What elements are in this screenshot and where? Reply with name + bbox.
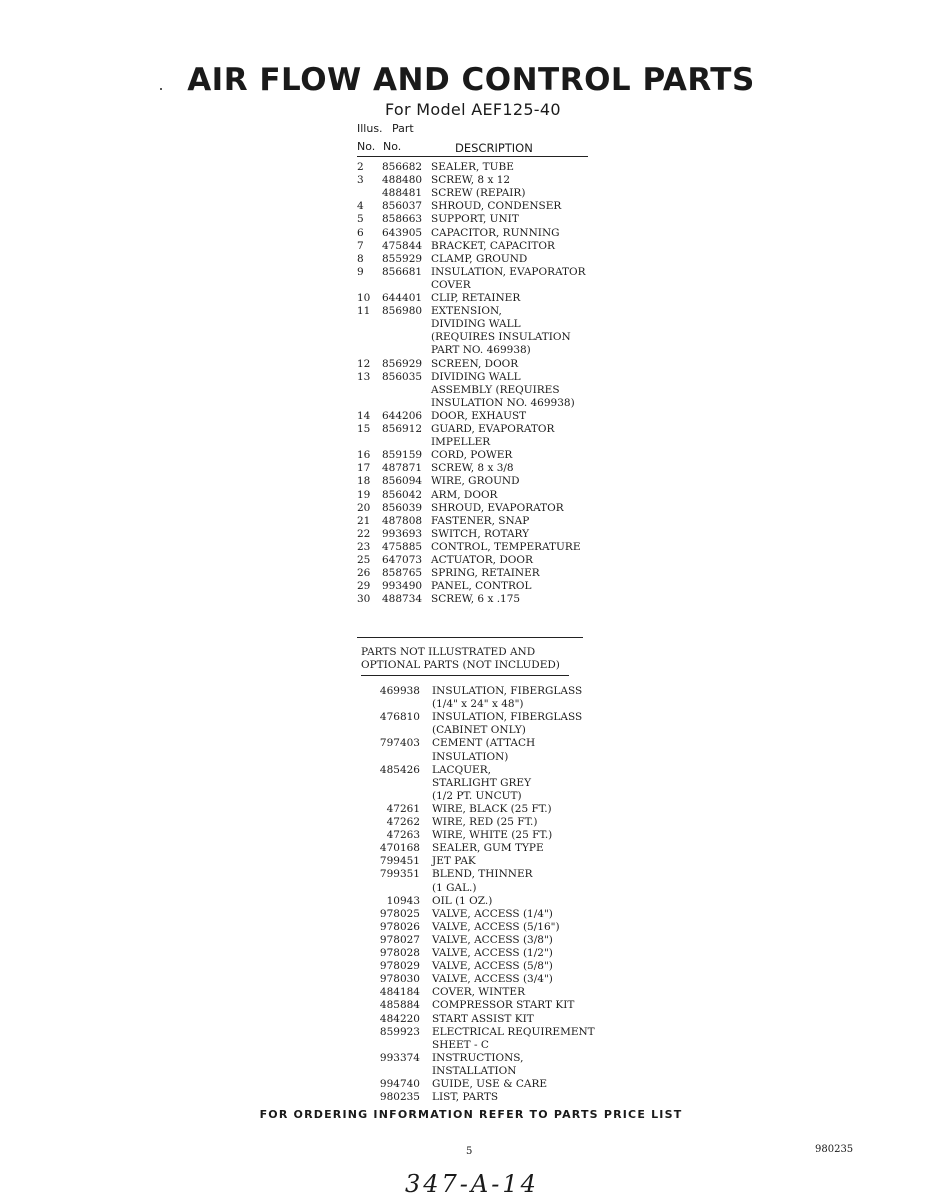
part-number: 993490 (382, 580, 423, 593)
part-description: (1 GAL.) (432, 881, 477, 894)
part-description: INSTALLATION (432, 1064, 517, 1077)
header-illus: Illus. (357, 122, 383, 135)
illus-number: 5 (357, 213, 364, 226)
part-description: WIRE, WHITE (25 FT.) (432, 829, 553, 842)
part-number: 647073 (382, 554, 423, 566)
part-description: VALVE, ACCESS (3/8") (432, 933, 553, 946)
illus-number: 17 (357, 462, 371, 475)
part-number: 859159 (382, 449, 423, 462)
part-number: 10943 (386, 894, 420, 907)
part-number: 994740 (379, 1078, 420, 1090)
illus-number: 22 (357, 527, 371, 540)
part-description: COVER (431, 278, 471, 291)
part-description: INSULATION, FIBERGLASS (432, 685, 583, 697)
part-description: CORD, POWER (431, 449, 513, 462)
part-description: CLIP, RETAINER (431, 292, 521, 304)
part-description: CAPACITOR, RUNNING (431, 226, 560, 239)
part-description: (1/4" x 24" x 48") (432, 698, 524, 711)
header-illus-no: No. (357, 140, 376, 153)
part-description: COVER, WINTER (432, 986, 525, 999)
part-description: BLEND, THINNER (432, 868, 533, 881)
part-number: 487808 (382, 514, 423, 527)
part-description: VALVE, ACCESS (5/8") (432, 960, 553, 973)
part-description: FASTENER, SNAP (431, 514, 530, 527)
part-description: INSULATION) (432, 750, 509, 763)
part-description: GUARD, EVAPORATOR (431, 423, 555, 435)
part-description: VALVE, ACCESS (3/4") (432, 973, 553, 986)
illus-number: 29 (357, 580, 371, 593)
part-number: 856094 (382, 475, 423, 488)
part-description: LACQUER, (432, 763, 491, 776)
part-description: SCREW, 8 x 3/8 (431, 462, 514, 475)
part-number: 47261 (386, 802, 420, 815)
part-number: 993374 (379, 1051, 420, 1064)
part-description: DIVIDING WALL (431, 370, 521, 383)
part-description: BRACKET, CAPACITOR (431, 239, 555, 252)
illus-number: 15 (357, 423, 371, 435)
illus-number: 20 (357, 501, 371, 514)
part-number: 799451 (379, 855, 420, 868)
part-description: SUPPORT, UNIT (431, 213, 519, 226)
note-rule (361, 675, 569, 676)
part-description: SHROUD, CONDENSER (431, 200, 562, 213)
page-number: 5 (466, 1146, 473, 1157)
illus-number: 14 (357, 409, 371, 422)
header-rule (357, 156, 588, 157)
header-part-no: No. (383, 140, 402, 153)
part-description: STARLIGHT GREY (432, 776, 532, 789)
part-description: (REQUIRES INSULATION (431, 331, 571, 344)
part-number: 856039 (382, 501, 423, 514)
part-number: 644401 (382, 292, 423, 304)
illus-number: 16 (357, 449, 371, 462)
part-description: EXTENSION, (431, 305, 502, 318)
illus-number: 11 (357, 305, 371, 318)
illus-number: 7 (357, 239, 364, 252)
part-number: 487871 (382, 462, 423, 475)
part-description: (CABINET ONLY) (432, 724, 526, 737)
part-number: 485426 (379, 763, 420, 776)
part-number: 856681 (382, 265, 423, 278)
part-description: VALVE, ACCESS (5/16") (432, 920, 560, 933)
part-description: CLAMP, GROUND (431, 252, 528, 265)
illus-number: 18 (357, 475, 371, 488)
part-description: WIRE, RED (25 FT.) (432, 816, 538, 828)
part-description: SCREW, 6 x .175 (431, 593, 521, 606)
part-number: 980235 (379, 1091, 420, 1104)
part-number: 856042 (382, 488, 423, 501)
part-number: 978026 (379, 920, 420, 933)
illus-number: 2 (357, 161, 364, 173)
part-number: 978027 (379, 933, 420, 946)
part-number: 978029 (379, 960, 420, 973)
illus-number: 4 (357, 200, 364, 213)
illus-number: 6 (357, 226, 364, 239)
part-description: COMPRESSOR START KIT (432, 999, 575, 1012)
part-number: 797403 (379, 737, 420, 750)
part-description: SCREW, 8 x 12 (431, 174, 511, 187)
part-description: ACTUATOR, DOOR (431, 554, 533, 566)
part-description: VALVE, ACCESS (1/4") (432, 907, 553, 920)
part-number: 855929 (382, 252, 423, 265)
illus-number: 9 (357, 265, 364, 278)
part-description: WIRE, GROUND (431, 475, 520, 488)
part-description: DIVIDING WALL (431, 318, 521, 331)
part-description: SCREEN, DOOR (431, 357, 519, 370)
page-title: AIR FLOW AND CONTROL PARTS (187, 62, 755, 98)
part-number: 856035 (382, 370, 423, 383)
part-description: ASSEMBLY (REQUIRES (431, 383, 560, 396)
part-description: SWITCH, ROTARY (431, 527, 530, 540)
part-description: CONTROL, TEMPERATURE (431, 540, 581, 553)
part-number: 856929 (382, 357, 423, 370)
part-description: SEALER, GUM TYPE (432, 842, 544, 855)
illus-number: 10 (357, 292, 371, 304)
part-number: 488481 (382, 187, 423, 200)
part-number: 856980 (382, 305, 423, 318)
part-number: 476810 (379, 711, 420, 724)
part-number: 47262 (386, 816, 420, 828)
illus-number: 12 (357, 357, 371, 370)
part-number: 484184 (379, 986, 420, 999)
part-description: (1/2 PT. UNCUT) (432, 789, 522, 802)
part-number: 993693 (382, 527, 423, 540)
illus-number: 21 (357, 514, 371, 527)
illus-number: 13 (357, 370, 371, 383)
part-description: JET PAK (432, 855, 476, 868)
header-description: DESCRIPTION (455, 141, 533, 155)
document-number: 980235 (815, 1144, 854, 1155)
illus-number: 26 (357, 567, 371, 580)
part-number: 856912 (382, 423, 423, 435)
note-line-1: PARTS NOT ILLUSTRATED AND (361, 646, 536, 658)
part-description: WIRE, BLACK (25 FT.) (432, 802, 552, 815)
part-description: LIST, PARTS (432, 1091, 499, 1104)
part-description: SPRING, RETAINER (431, 567, 540, 580)
part-number: 475844 (382, 239, 423, 252)
part-description: SHEET - C (432, 1038, 489, 1051)
part-number: 643905 (382, 226, 423, 239)
part-number: 488480 (382, 174, 423, 187)
part-number: 858765 (382, 567, 423, 580)
illus-number: 25 (357, 554, 371, 566)
part-number: 978030 (379, 973, 420, 986)
part-number: 856037 (382, 200, 423, 213)
part-description: GUIDE, USE & CARE (432, 1078, 548, 1090)
part-description: INSTRUCTIONS, (432, 1051, 524, 1064)
part-description: PART NO. 469938) (431, 344, 531, 357)
part-description: ARM, DOOR (431, 488, 498, 501)
part-number: 485884 (379, 999, 420, 1012)
part-description: DOOR, EXHAUST (431, 409, 527, 422)
part-number: 858663 (382, 213, 423, 226)
part-number: 856682 (382, 161, 423, 173)
part-description: VALVE, ACCESS (1/2") (432, 947, 553, 959)
part-description: IMPELLER (431, 436, 491, 449)
part-description: SHROUD, EVAPORATOR (431, 501, 564, 514)
section-rule (357, 637, 583, 638)
header-part: Part (392, 122, 414, 135)
model-subtitle: For Model AEF125-40 (385, 100, 561, 119)
part-number: 470168 (379, 842, 420, 855)
part-number: 47263 (386, 829, 420, 842)
illus-number: 19 (357, 488, 371, 501)
part-number: 475885 (382, 540, 423, 553)
part-description: INSULATION, FIBERGLASS (432, 711, 583, 724)
illus-number: 30 (357, 593, 371, 606)
part-number: 469938 (379, 685, 420, 697)
part-number: 859923 (379, 1025, 420, 1038)
part-number: 799351 (379, 868, 420, 881)
part-description: SCREW (REPAIR) (431, 187, 526, 200)
part-description: SEALER, TUBE (431, 161, 514, 173)
part-number: 644206 (382, 409, 423, 422)
part-number: 484220 (379, 1012, 420, 1025)
part-description: OIL (1 OZ.) (432, 894, 493, 907)
part-number: 978028 (379, 947, 420, 959)
part-number: 488734 (382, 593, 423, 606)
part-description: INSULATION NO. 469938) (431, 396, 575, 409)
part-description: START ASSIST KIT (432, 1012, 534, 1025)
illus-number: 23 (357, 540, 371, 553)
ordering-footer: FOR ORDERING INFORMATION REFER TO PARTS PRICE LIST (259, 1108, 683, 1121)
part-description: PANEL, CONTROL (431, 580, 532, 593)
illus-number: 3 (357, 174, 364, 187)
illus-number: 8 (357, 252, 364, 265)
part-description: INSULATION, EVAPORATOR (431, 265, 586, 278)
part-number: 978025 (379, 907, 420, 920)
part-description: CEMENT (ATTACH (432, 737, 536, 750)
note-line-2: OPTIONAL PARTS (NOT INCLUDED) (361, 659, 560, 671)
part-description: ELECTRICAL REQUIREMENT (432, 1025, 595, 1038)
handwritten-annotation: 347-A-14 (405, 1170, 539, 1198)
